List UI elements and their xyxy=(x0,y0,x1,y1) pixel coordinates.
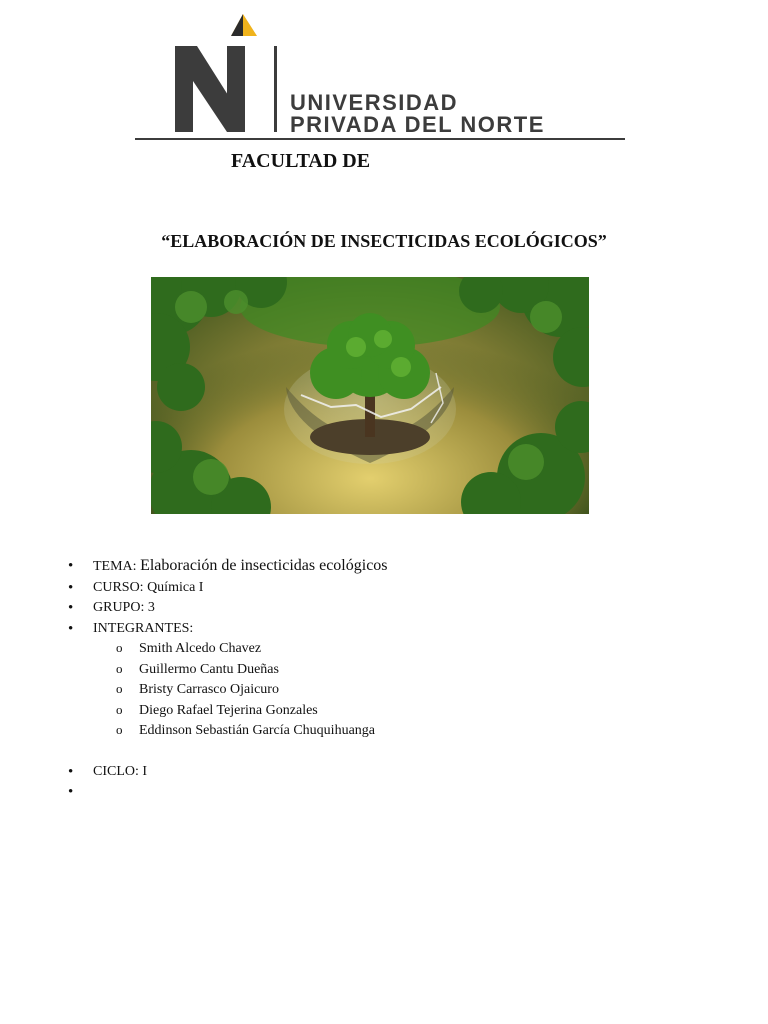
tema-label: TEMA: xyxy=(93,559,137,574)
list-item-integrantes xyxy=(66,619,726,640)
tema-value: Elaboración de insecticidas ecológicos xyxy=(140,557,388,574)
university-name-line2: PRIVADA DEL NORTE xyxy=(290,112,545,137)
list-item-curso: • CURSO: Química I xyxy=(66,578,726,599)
tree-sphere-image-icon xyxy=(151,277,589,514)
cover-image xyxy=(151,277,589,514)
university-name-line1: UNIVERSIDAD xyxy=(290,90,459,115)
list-item-member: o Bristy Carrasco Ojaicuro xyxy=(66,680,726,701)
list-item-member: o Smith Alcedo Chavez xyxy=(66,639,726,660)
list-item-member: o Diego Rafael Tejerina Gonzales xyxy=(66,701,726,722)
list-spacer xyxy=(66,742,726,762)
list-item-ciclo: • CICLO: I xyxy=(66,762,726,783)
list-item-tema xyxy=(66,556,726,578)
integrantes-sublist-wrapper xyxy=(66,639,726,742)
integrantes-list xyxy=(66,639,726,742)
faculty-heading: FACULTAD DE xyxy=(231,150,371,172)
document-details xyxy=(66,556,726,782)
list-item-grupo: • GRUPO: 3 xyxy=(66,598,726,619)
details-list xyxy=(66,556,726,782)
list-item-member: o Guillermo Cantu Dueñas xyxy=(66,660,726,681)
integrantes-label: INTEGRANTES: xyxy=(93,620,194,636)
document-title: “ELABORACIÓN DE INSECTICIDAS ECOLÓGICOS” xyxy=(161,231,607,251)
list-item-member: o Eddinson Sebastián García Chuquihuanga xyxy=(66,721,726,742)
